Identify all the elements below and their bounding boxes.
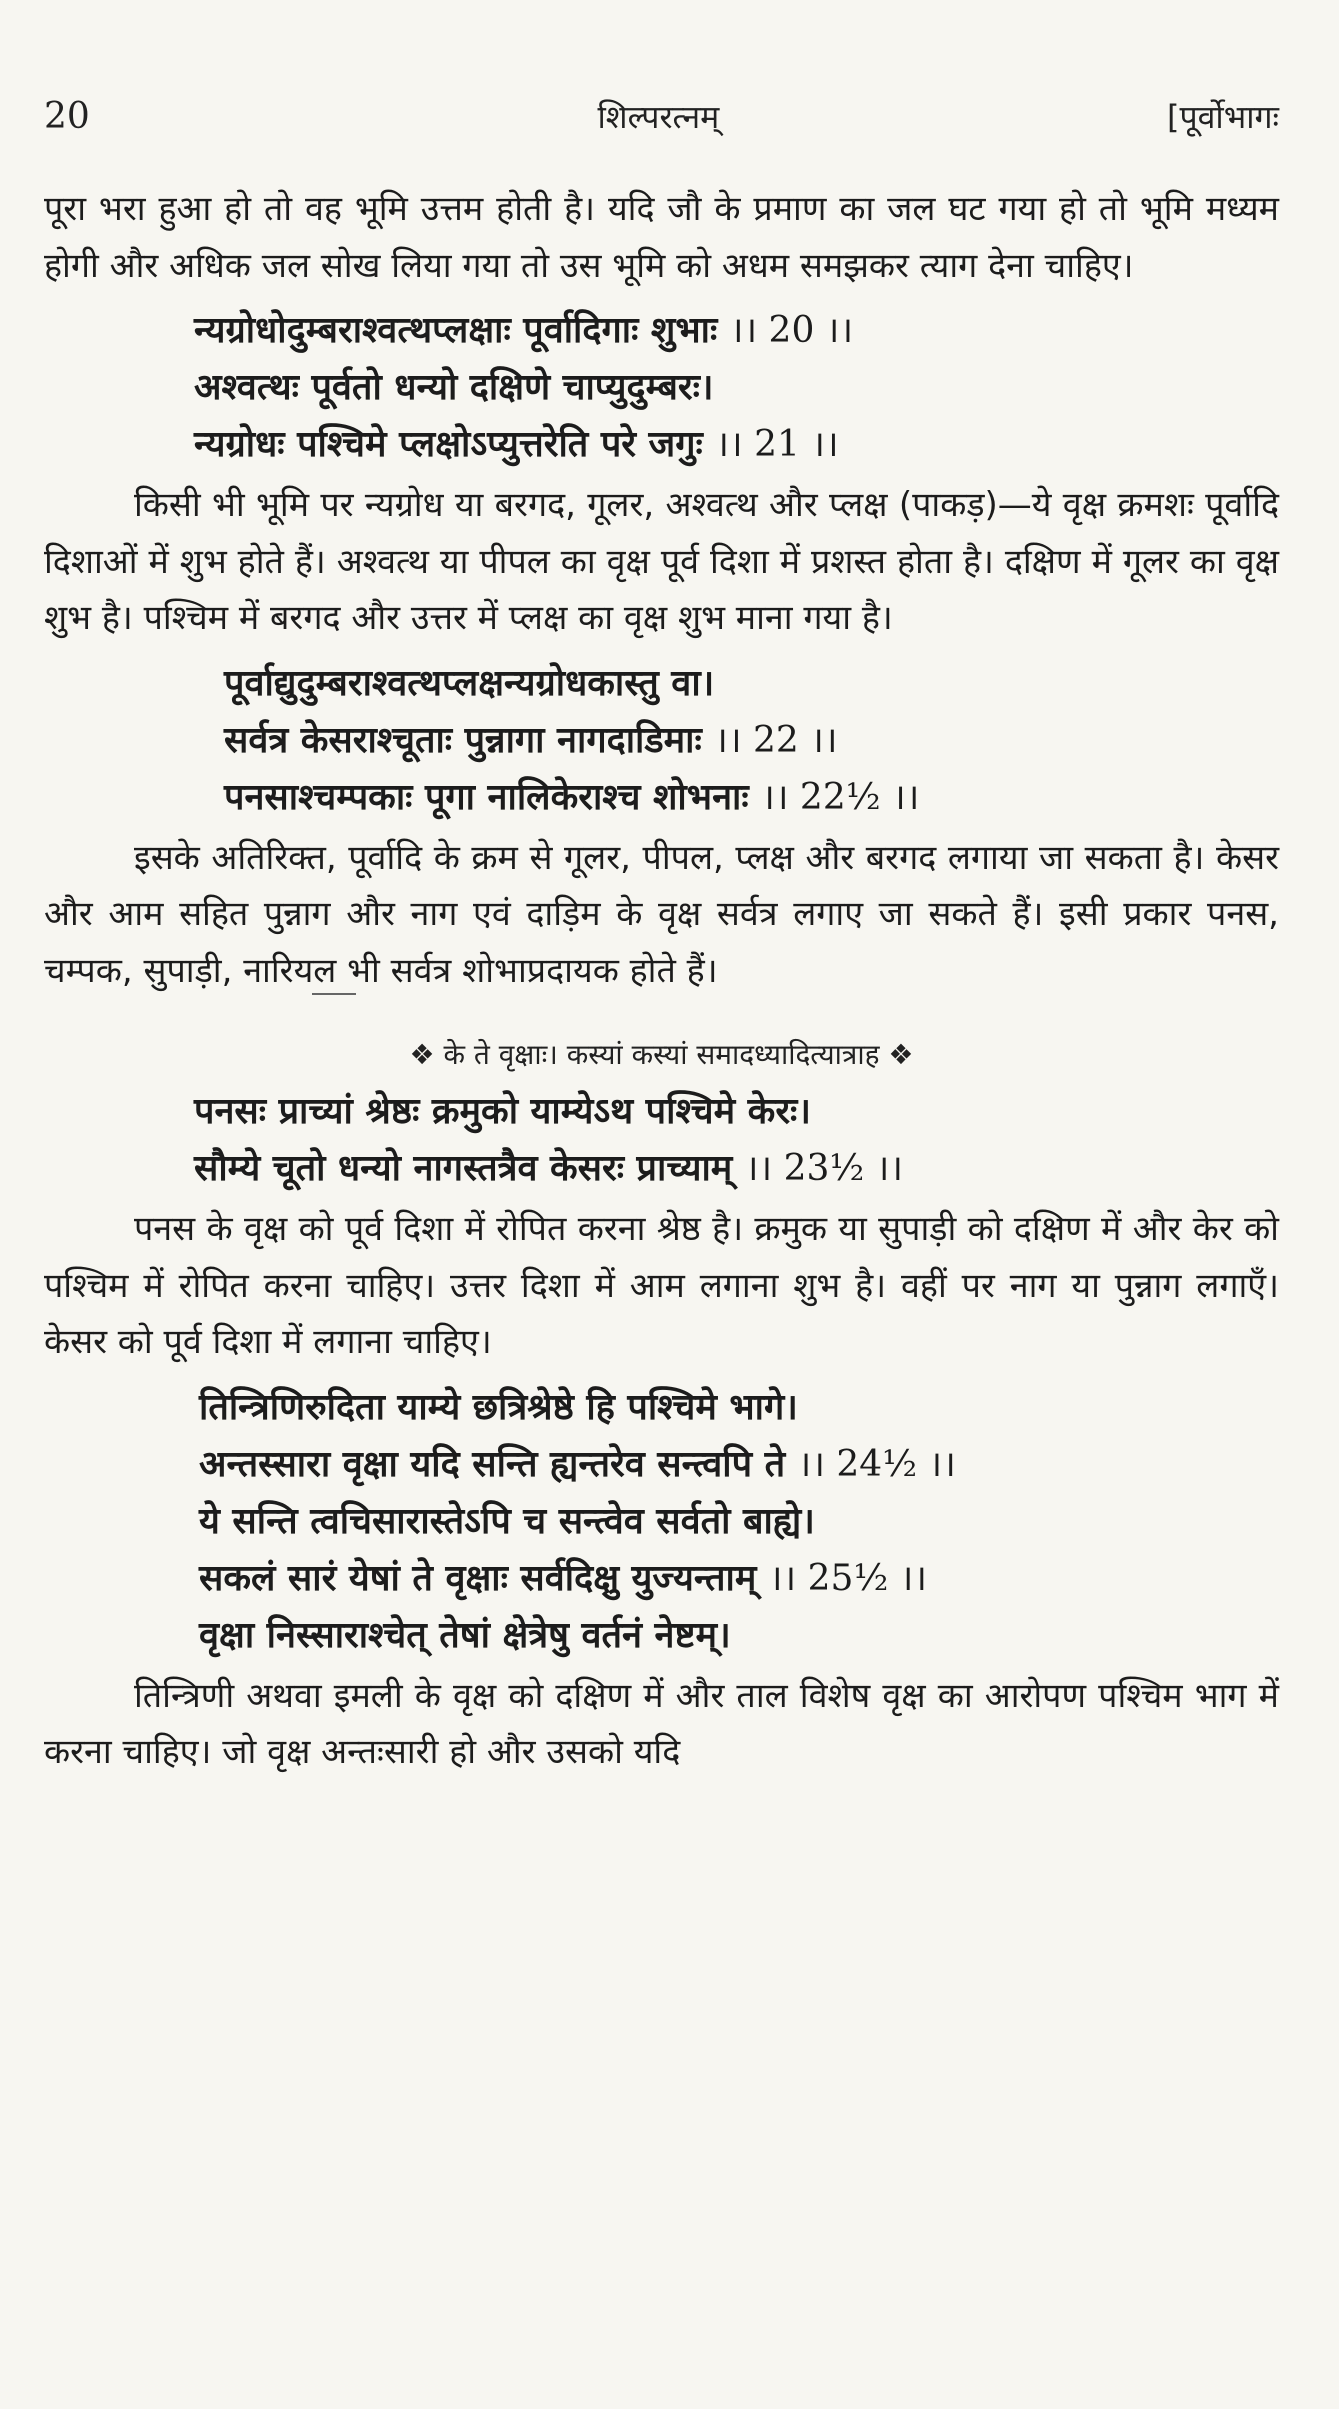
verse-text: सकलं सारं येषां ते वृक्षाः सर्वदिक्षु युज्यन्ताम्: [199, 1557, 757, 1599]
page-number: 20: [44, 96, 90, 137]
verse-number: ।। 20 ।।: [729, 310, 854, 351]
verse-line: [199, 1436, 1279, 1493]
verse-line: अश्वत्थः पूर्वतो धन्यो दक्षिणे चाप्युदुम्बरः।: [194, 367, 714, 408]
verse-line: [224, 712, 1279, 769]
verse-number: ।। 23½ ।।: [744, 1148, 904, 1189]
section-title: [पूर्वोभागः: [1166, 98, 1279, 136]
verse-20-21: [44, 302, 1279, 473]
verse-line: ये सन्ति त्वचिसारास्तेऽपि च सन्त्वेव सर्वतो बाह्ये।: [199, 1500, 815, 1542]
verse-line: [194, 1140, 1279, 1197]
paragraph-translation: पनस के वृक्ष को पूर्व दिशा में रोपित करना श्रेष्ठ है। क्रमुक या सुपाड़ी को दक्षिण में और केर को पश्चिम में रोपित करना चाहिए। उत्तर दिशा में आम लगाना शुभ है। वहीं पर नाग या पुन्नाग लगाएँ। केसर को पूर्व दिशा में लगाना चाहिए।: [44, 1209, 1279, 1362]
verse-number: ।। 25½ ।।: [768, 1557, 928, 1599]
verse-line: तिन्त्रिणिरुदिता याम्ये छत्रिश्रेष्ठे हि पश्चिमे भागे।: [199, 1386, 798, 1428]
verse-number: ।। 24½ ।।: [797, 1443, 956, 1485]
verse-line: वृक्षा निस्साराश्चेत् तेषां क्षेत्रेषु वर्तनं नेष्टम्।: [199, 1614, 731, 1656]
verse-text: न्यग्रोधः पश्चिमे प्लक्षोऽप्युत्तरेति परे जगुः: [194, 424, 703, 465]
verse-number: ।। 22 ।।: [714, 719, 838, 761]
book-title: शिल्परत्नम्: [597, 98, 720, 136]
section-heading: ❖ के ते वृक्षाः। कस्यां कस्यां समादध्यादित्यात्राह ❖: [409, 1038, 914, 1071]
verse-24-25: [44, 1379, 1279, 1664]
page-header: [44, 95, 1279, 155]
verse-number: ।। 21 ।।: [715, 424, 839, 465]
verse-line: [194, 416, 1279, 473]
paragraph-translation: तिन्त्रिणी अथवा इमली के वृक्ष को दक्षिण में और ताल विशेष वृक्ष का आरोपण पश्चिम भाग में करना चाहिए। जो वृक्ष अन्तःसारी हो और उसको यदि: [44, 1675, 1279, 1772]
verse-text: सर्वत्र केसराश्चूताः पुन्नागा नागदाडिमाः: [224, 719, 702, 761]
verse-line: पनसः प्राच्यां श्रेष्ठः क्रमुको याम्येऽथ पश्चिमे केरः।: [194, 1091, 811, 1132]
paragraph-continued: पूरा भरा हुआ हो तो वह भूमि उत्तम होती है। यदि जौ के प्रमाण का जल घट गया हो तो भूमि मध्यम होगी और अधिक जल सोख लिया गया तो उस भूमि को अधम समझकर त्याग देना चाहिए।: [44, 189, 1279, 286]
verse-22: [44, 655, 1279, 826]
verse-text: पनसाश्चम्पकाः पूगा नालिकेराश्च शोभनाः: [224, 776, 749, 818]
verse-23: [44, 1083, 1279, 1197]
verse-line: [224, 769, 1279, 826]
verse-text: न्यग्रोधोदुम्बराश्वत्थप्लक्षाः पूर्वादिगाः शुभाः: [194, 310, 718, 351]
verse-text: सौम्ये चूतो धन्यो नागस्तत्रैव केसरः प्राच्याम्: [194, 1148, 733, 1189]
verse-text: अन्तस्सारा वृक्षा यदि सन्ति ह्यन्तरेव सन्त्वपि ते: [199, 1443, 786, 1485]
verse-line: पूर्वाद्युदुम्बराश्वत्थप्लक्षन्यग्रोधकास्तु वा।: [224, 662, 715, 704]
verse-line: [194, 302, 1279, 359]
verse-number: ।। 22½ ।।: [761, 776, 920, 818]
paragraph-translation: इसके अतिरिक्त, पूर्वादि के क्रम से गूलर, पीपल, प्लक्ष और बरगद लगाया जा सकता है। केसर और आम सहित पुन्नाग और नाग एवं दाड़िम के वृक्ष सर्वत्र लगाए जा सकते हैं। इसी प्रकार पनस, चम्पक, सुपाड़ी, नारियल भी सर्वत्र शोभाप्रदायक होते हैं।: [44, 837, 1279, 991]
paragraph-translation: किसी भी भूमि पर न्यग्रोध या बरगद, गूलर, अश्वत्थ और प्लक्ष (पाकड़)—ये वृक्ष क्रमशः पूर्वादि दिशाओं में शुभ होते हैं। अश्वत्थ या पीपल का वृक्ष पूर्व दिशा में प्रशस्त होता है। दक्षिण में गूलर का वृक्ष शुभ है। पश्चिम में बरगद और उत्तर में प्लक्ष का वृक्ष शुभ माना गया है।: [44, 485, 1279, 638]
verse-line: [199, 1550, 1279, 1607]
